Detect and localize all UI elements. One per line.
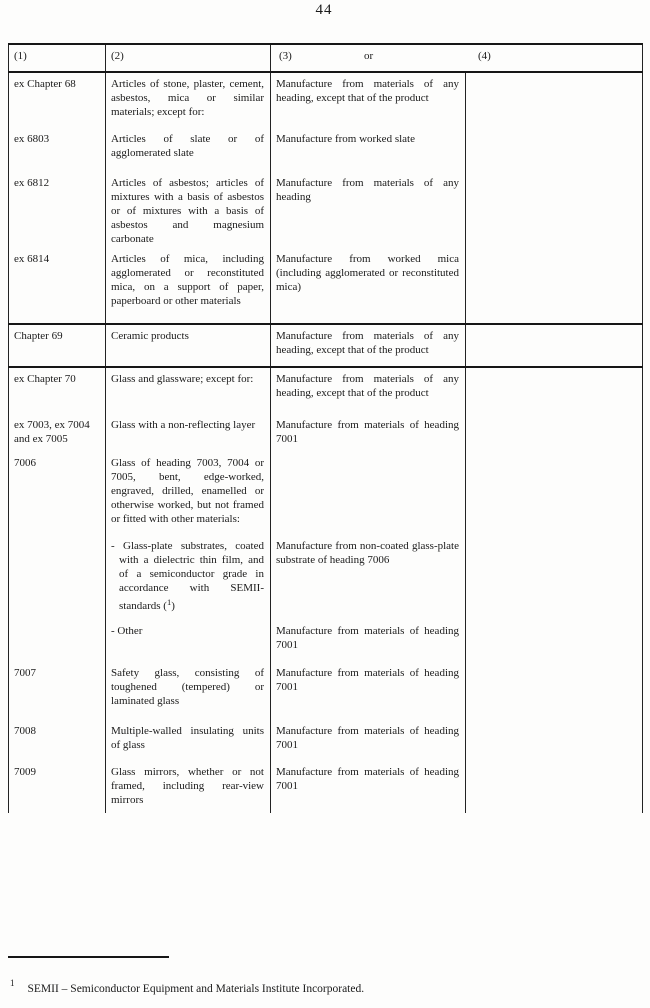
cell-code: ex 7003, ex 7004 and ex 7005 <box>8 414 105 452</box>
cell-code: ex Chapter 70 <box>8 368 105 414</box>
cell-rule: Manufacture from materials of any heading, except that of the product <box>270 73 465 128</box>
cell-rule: Manufacture from materials of heading 7001 <box>270 720 465 761</box>
cell-code: ex 6803 <box>8 128 105 172</box>
cell-code: 7006 <box>8 452 105 535</box>
footnote-reference: 1 <box>166 597 172 607</box>
cell-col4 <box>465 414 643 452</box>
cell-code: 7008 <box>8 720 105 761</box>
cell-rule: Manufacture from worked slate <box>270 128 465 172</box>
cell-col4 <box>465 248 643 323</box>
cell-rule: Manufacture from materials of any heading, except that of the product <box>270 325 465 366</box>
cell-rule: Manufacture from materials of heading 7001 <box>270 761 465 813</box>
cell-description: Articles of slate or of agglomerated slate <box>105 128 270 172</box>
cell-code: 7009 <box>8 761 105 813</box>
cell-description: Articles of mica, including agglomerated or reconstituted mica, on a support of paper, paperboard or other materials <box>105 248 270 323</box>
cell-col4 <box>465 662 643 720</box>
cell-rule: Manufacture from materials of any heading <box>270 172 465 248</box>
cell-col4 <box>465 720 643 761</box>
cell-description: Articles of stone, plaster, cement, asbestos, mica or similar materials; except for: <box>105 73 270 128</box>
column-header-4: (4) <box>478 50 491 62</box>
table-row <box>8 73 643 128</box>
cell-code: ex Chapter 68 <box>8 73 105 128</box>
footnote-marker: 1 <box>10 978 15 988</box>
cell-description: - Other <box>105 620 270 662</box>
table-header-row <box>8 43 643 73</box>
cell-rule: Manufacture from worked mica (including agglomerated or reconstituted mica) <box>270 248 465 323</box>
cell-col4 <box>465 535 643 620</box>
cell-description: Multiple-walled insulating units of glass <box>105 720 270 761</box>
footnote <box>10 978 364 995</box>
cell-col4 <box>465 368 643 414</box>
column-header-3: (3) <box>279 50 292 62</box>
cell-col4 <box>465 452 643 535</box>
cell-description: Safety glass, consisting of toughened (tempered) or laminated glass <box>105 662 270 720</box>
cell-description: Glass with a non-reflecting layer <box>105 414 270 452</box>
cell-code: 7007 <box>8 662 105 720</box>
cell-rule: Manufacture from materials of heading 7001 <box>270 662 465 720</box>
cell-col4 <box>465 172 643 248</box>
table-row <box>8 761 643 813</box>
cell-code: Chapter 69 <box>8 325 105 366</box>
table-row <box>8 366 643 414</box>
cell-code: ex 6812 <box>8 172 105 248</box>
cell-rule: Manufacture from materials of any heading, except that of the product <box>270 368 465 414</box>
table-row <box>8 248 643 323</box>
cell-rule: Manufacture from non-coated glass-plate substrate of heading 7006 <box>270 535 465 620</box>
cell-description: Articles of asbestos; articles of mixtures with a basis of asbestos or of mixtures with a basis of asbestos and magnesium carbonate <box>105 172 270 248</box>
page-number: 44 <box>315 2 333 18</box>
cell-col4 <box>465 73 643 128</box>
cell-description: Glass mirrors, whether or not framed, including rear-view mirrors <box>105 761 270 813</box>
column-header-1: (1) <box>8 45 105 71</box>
cell-description: Glass and glassware; except for: <box>105 368 270 414</box>
footnote-text: SEMII – Semiconductor Equipment and Materials Institute Incorporated. <box>27 983 365 995</box>
cell-code <box>8 620 105 662</box>
cell-col4 <box>465 325 643 366</box>
table-row <box>8 172 643 248</box>
table-row <box>8 620 643 662</box>
footnote-divider <box>8 956 169 958</box>
cell-col4 <box>465 761 643 813</box>
cell-rule: Manufacture from materials of heading 7001 <box>270 620 465 662</box>
description-text-close: ) <box>171 600 175 612</box>
cell-col4 <box>465 128 643 172</box>
table-row <box>8 535 643 620</box>
table-row <box>8 720 643 761</box>
cell-description: Glass of heading 7003, 7004 or 7005, bent, edge-worked, engraved, drilled, enamelled or otherwise worked, but not framed or fitted with other materials: <box>105 452 270 535</box>
cell-rule <box>270 452 465 535</box>
column-header-2: (2) <box>105 45 270 71</box>
cell-code <box>8 535 105 620</box>
cell-description <box>105 535 270 620</box>
cell-code: ex 6814 <box>8 248 105 323</box>
table-row <box>8 128 643 172</box>
column-header-or: or <box>364 50 374 62</box>
cell-col4 <box>465 620 643 662</box>
table-row <box>8 323 643 366</box>
description-text: - Glass-plate substrates, coated with a dielectric thin film, and of a semiconductor grade in accordance with SEMII-standards ( <box>111 540 264 612</box>
cell-description: Ceramic products <box>105 325 270 366</box>
table-row <box>8 452 643 535</box>
origin-rules-table <box>8 43 643 813</box>
cell-rule: Manufacture from materials of heading 7001 <box>270 414 465 452</box>
column-header-3-4 <box>270 45 643 71</box>
table-row <box>8 662 643 720</box>
table-row <box>8 414 643 452</box>
